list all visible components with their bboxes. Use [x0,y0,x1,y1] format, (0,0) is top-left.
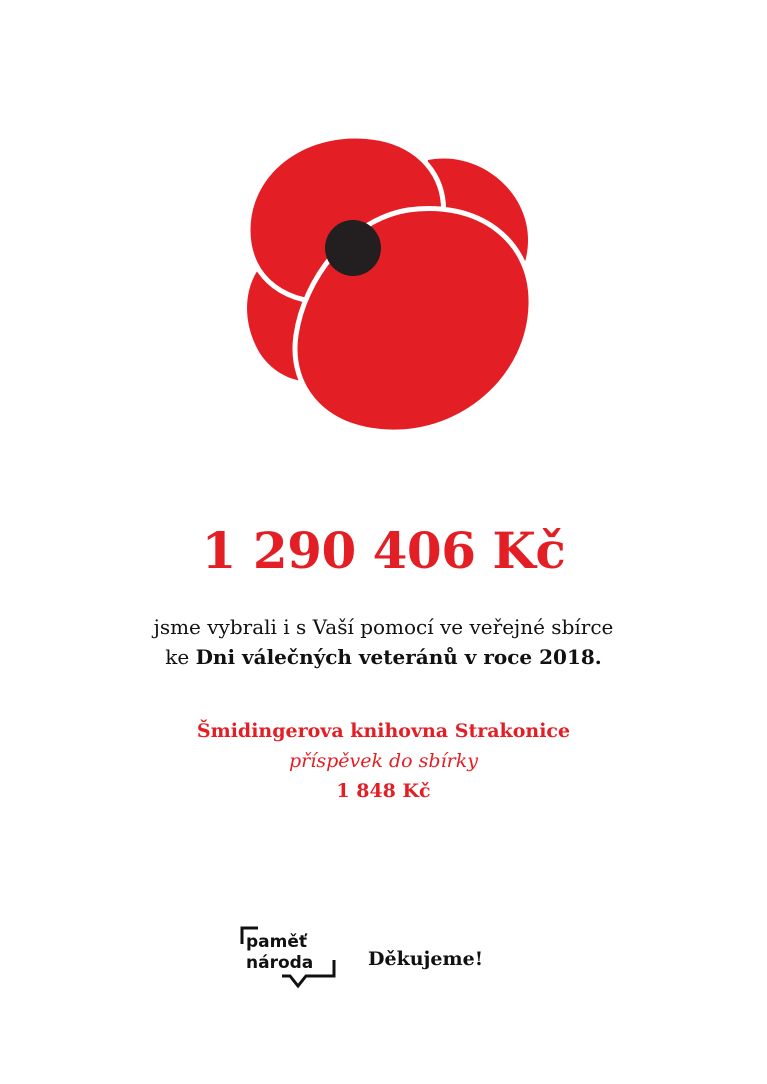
pamet-naroda-logo [230,918,340,1000]
poppy-center [325,220,381,276]
thanks-text: Děkujeme! [368,948,484,970]
donor-name: Šmidingerova knihovna Strakonice [196,720,571,742]
logo-line-2: národa [246,953,314,973]
donor-note: příspěvek do sbírky [289,750,478,772]
logo-text [246,932,313,974]
collection-message [0,612,767,672]
logo-line-1: paměť [246,932,308,952]
message-line-2-prefix: ke [165,645,196,669]
message-line-2 [0,642,767,672]
donor-value: 1 848 Kč [336,780,431,802]
donor-block [0,716,767,806]
message-line-1: jsme vybrali i s Vaší pomocí ve veřejné sbírce [153,615,614,639]
poppy-icon [228,130,538,435]
message-line-2-bold: Dni válečných veteránů v roce 2018. [195,645,602,669]
collected-amount: 1 290 406 Kč [201,521,566,580]
